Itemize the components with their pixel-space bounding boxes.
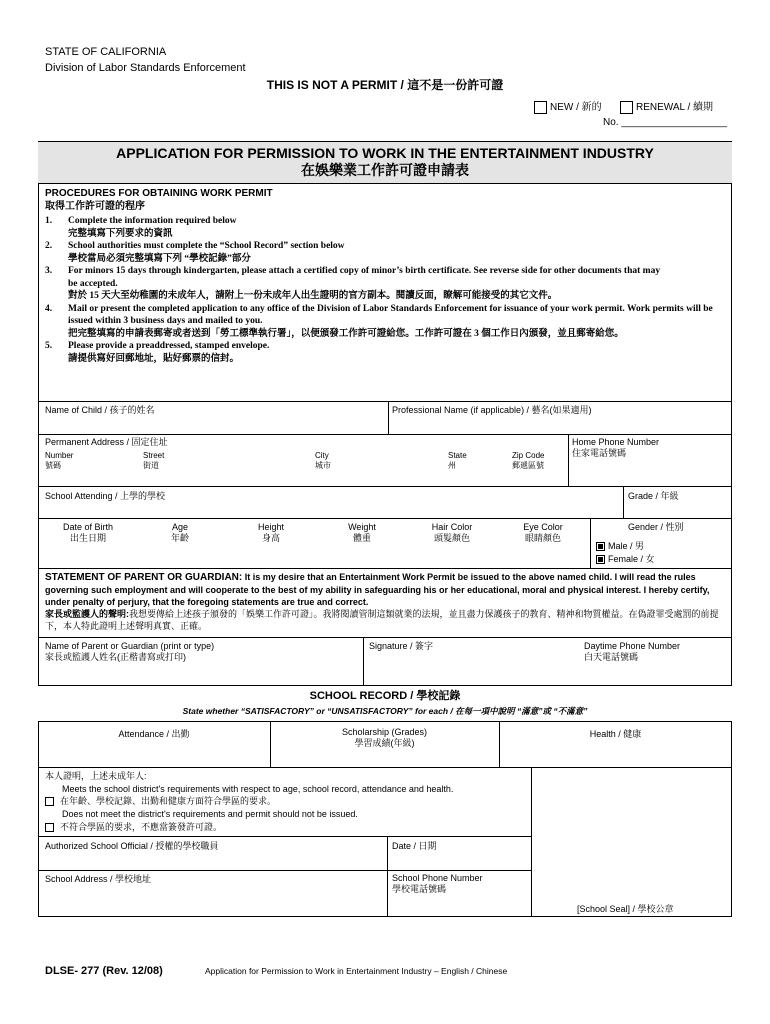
title-band	[38, 141, 732, 183]
eye-label-en: Eye Color	[523, 522, 563, 532]
date-field[interactable]: Date / 日期	[392, 841, 437, 851]
permanent-address-label: Permanent Address / 固定住址	[45, 437, 168, 447]
procedure-text-zh: 學校當局必須完整填寫下列 “學校記錄”部分	[68, 253, 251, 264]
zip-label-zh: 郵遞區號	[512, 461, 544, 470]
certify-label: 本人證明，上述未成年人:	[45, 771, 147, 781]
hair-label-en: Hair Color	[431, 522, 473, 532]
procedure-number: 4.	[45, 303, 53, 314]
parent-name-label-en: Name of Parent or Guardian (print or type)	[45, 641, 215, 651]
signature-field[interactable]: Signature / 簽字	[369, 641, 434, 651]
procedure-text-zh: 完整填寫下列要求的資訊	[68, 228, 173, 239]
procedure-text-en: For minors 15 days through kindergarten, please attach a certified copy of minor’s birth certificate. See reverse side for other documents that may be accepted.	[68, 266, 661, 289]
parent-name-label-zh: 家長或監護人姓名(正楷書寫或打印)	[45, 652, 186, 662]
not-meet-option[interactable]	[45, 822, 222, 833]
renewal-option[interactable]	[620, 101, 713, 114]
weight-label-en: Weight	[348, 522, 376, 532]
meets-option[interactable]	[45, 796, 276, 807]
street-label-en: Street	[143, 451, 165, 460]
statement-text-en: It is my desire that an Entertainment Work Permit be issued to the above named child. I will read the rules governing such employment and will cooperate to the best of my ability in safeguarding his or her educational, moral and physical interest. I hereby certify, under penalty of perjury, that the foregoing statements are true and correct.	[45, 572, 710, 607]
health-field[interactable]: Health / 健康	[589, 729, 642, 739]
professional-name-field[interactable]: Professional Name (if applicable) / 藝名(如果適用)	[392, 405, 592, 415]
renewal-label: RENEWAL / 續期	[636, 102, 714, 114]
address-city-field[interactable]	[315, 451, 331, 471]
procedure-text-en: School authorities must complete the “School Record” section below	[68, 241, 345, 251]
city-label-zh: 城市	[315, 461, 331, 470]
age-label-zh: 年齡	[170, 533, 189, 543]
child-name-field[interactable]: Name of Child / 孩子的姓名	[45, 405, 155, 415]
dob-field[interactable]	[48, 522, 128, 544]
parent-statement	[45, 571, 725, 632]
procedure-item	[45, 265, 725, 303]
state-heading: STATE OF CALIFORNIA	[45, 46, 167, 58]
address-state-field[interactable]	[448, 451, 467, 471]
not-meet-checkbox[interactable]	[45, 823, 54, 832]
state-label-en: State	[448, 451, 467, 460]
procedure-text-en: Mail or present the completed application to any office of the Division of Labor Standards Enforcement for issuance of your work permit. Work permits will be issued within 3 business days and mailed to you.	[68, 303, 713, 326]
grade-field[interactable]: Grade / 年級	[628, 491, 679, 501]
eye-color-field[interactable]	[503, 522, 583, 544]
statement-heading-en: STATEMENT OF PARENT OR GUARDIAN:	[45, 572, 243, 583]
address-number-field[interactable]	[45, 451, 73, 471]
male-label: Male / 男	[608, 541, 645, 551]
procedure-text-zh: 請提供寫好回郵地址，貼好郵票的信封。	[68, 353, 240, 364]
home-phone-field[interactable]	[572, 437, 659, 459]
daytime-phone-label-en: Daytime Phone Number	[584, 641, 681, 651]
procedure-item	[45, 240, 725, 265]
procedure-text-en: Please provide a preaddressed, stamped envelope.	[68, 341, 270, 351]
hair-color-field[interactable]	[412, 522, 492, 544]
procedures-heading-zh: 取得工作許可證的程序	[45, 201, 145, 212]
height-field[interactable]	[231, 522, 311, 544]
scholarship-label-zh: 學習成績(年級)	[354, 738, 415, 748]
procedure-text-zh: 把完整填寫的申請表郵寄或者送到「勞工標準執行署」，以便頒發工作許可證給您。工作許可證在 3 個工作日內頒發，並且郵寄給您。	[68, 328, 624, 339]
procedure-item	[45, 215, 725, 240]
zip-label-en: Zip Code	[512, 451, 545, 460]
form-title-zh: 在娛樂業工作許可證申請表	[301, 162, 469, 178]
school-phone-label-en: School Phone Number	[392, 873, 483, 883]
procedure-number: 1.	[45, 216, 53, 226]
school-address-field[interactable]: School Address / 學校地址	[45, 874, 152, 884]
dob-label-zh: 出生日期	[69, 533, 106, 543]
male-checkbox[interactable]	[596, 542, 605, 551]
procedure-number: 2.	[45, 241, 53, 251]
number-label-zh: 號碼	[45, 461, 61, 470]
height-label-en: Height	[257, 522, 284, 532]
meets-text-zh: 在年齡、學校記錄、出勤和健康方面符合學區的要求。	[60, 796, 277, 806]
address-street-field[interactable]	[143, 451, 164, 471]
home-phone-label-en: Home Phone Number	[572, 437, 660, 447]
procedure-number: 3.	[45, 266, 53, 276]
procedure-item	[45, 303, 725, 341]
attendance-field[interactable]: Attendance / 出勤	[118, 729, 190, 739]
male-option[interactable]	[596, 541, 644, 552]
weight-field[interactable]	[322, 522, 402, 544]
home-phone-label-zh: 住家電話號碼	[572, 448, 627, 458]
not-permit-notice: THIS IS NOT A PERMIT / 這不是一份許可證	[266, 78, 504, 92]
city-label-en: City	[315, 451, 329, 460]
scholarship-field[interactable]	[270, 727, 499, 749]
not-meet-text-en: Does not meet the district's requirements and permit should not be issued.	[62, 809, 358, 819]
procedure-text-en: Complete the information required below	[68, 216, 237, 226]
school-phone-label-zh: 學校電話號碼	[392, 884, 447, 894]
gender-label: Gender / 性別	[628, 522, 684, 532]
parent-name-field[interactable]	[45, 641, 214, 663]
statement-text-zh: 我想要傳給上述孩子頒發的「娛樂工作許可證」。我將閱讀管制這類就業的法規，並且盡力保護孩子的教育、精神和物質權益。在偽證罪受處罰的前提下，本人特此證明上述聲明真實、正確。	[45, 609, 719, 631]
permit-number-field[interactable]: No. ___________________	[603, 117, 728, 128]
hair-label-zh: 頭髮顏色	[433, 533, 470, 543]
daytime-phone-field[interactable]	[584, 641, 680, 663]
meets-text-en: Meets the school district's requirements with respect to age, school record, attendance and health.	[62, 784, 454, 794]
division-heading: Division of Labor Standards Enforcement	[45, 62, 246, 74]
female-checkbox[interactable]	[596, 555, 605, 564]
weight-label-zh: 體重	[352, 533, 371, 543]
procedure-item	[45, 340, 725, 365]
renewal-checkbox[interactable]	[620, 101, 633, 114]
new-label: NEW / 新的	[550, 102, 602, 114]
procedures-heading-en: PROCEDURES FOR OBTAINING WORK PERMIT	[45, 188, 273, 199]
procedures-list	[45, 215, 725, 365]
female-option[interactable]	[596, 554, 655, 565]
eye-label-zh: 眼睛顏色	[524, 533, 561, 543]
procedure-text-zh: 對於 15 天大至幼稚園的未成年人，請附上一份未成年人出生證明的官方副本。閱讀反面，瞭解可能接受的其它文件。	[68, 291, 558, 301]
school-record-heading: SCHOOL RECORD / 學校記錄	[309, 690, 461, 702]
school-seal-area: [School Seal] / 學校公章	[577, 904, 674, 914]
height-label-zh: 身高	[261, 533, 280, 543]
form-title-en: APPLICATION FOR PERMISSION TO WORK IN THE ENTERTAINMENT INDUSTRY	[116, 145, 654, 161]
scholarship-label-en: Scholarship (Grades)	[341, 727, 428, 737]
female-label: Female / 女	[608, 554, 655, 564]
not-meet-text-zh: 不符合學區的要求，不應當簽發許可證。	[60, 822, 223, 832]
age-field[interactable]	[140, 522, 220, 544]
statement-heading-zh: 家長或監護人的聲明:	[45, 609, 129, 619]
school-record-instruction: State whether “SATISFACTORY” or “UNSATISFACTORY” for each / 在每一項中說明 “滿意”或 “不滿意”	[182, 706, 588, 716]
new-option[interactable]	[534, 101, 602, 114]
form-description: Application for Permission to Work in Entertainment Industry – English / Chinese	[205, 966, 508, 976]
meets-checkbox[interactable]	[45, 797, 54, 806]
form-id: DLSE- 277 (Rev. 12/08)	[45, 965, 163, 977]
age-label-en: Age	[171, 522, 188, 532]
state-label-zh: 州	[448, 461, 456, 470]
daytime-phone-label-zh: 白天電話號碼	[584, 652, 639, 662]
number-label-en: Number	[45, 451, 74, 460]
address-zip-field[interactable]	[512, 451, 544, 471]
procedure-number: 5.	[45, 341, 53, 351]
new-checkbox[interactable]	[534, 101, 547, 114]
school-phone-field[interactable]	[392, 873, 483, 895]
school-official-field[interactable]: Authorized School Official / 授權的學校職員	[45, 841, 219, 851]
school-attending-field[interactable]: School Attending / 上學的學校	[45, 491, 166, 501]
dob-label-en: Date of Birth	[62, 522, 114, 532]
street-label-zh: 街道	[143, 461, 159, 470]
